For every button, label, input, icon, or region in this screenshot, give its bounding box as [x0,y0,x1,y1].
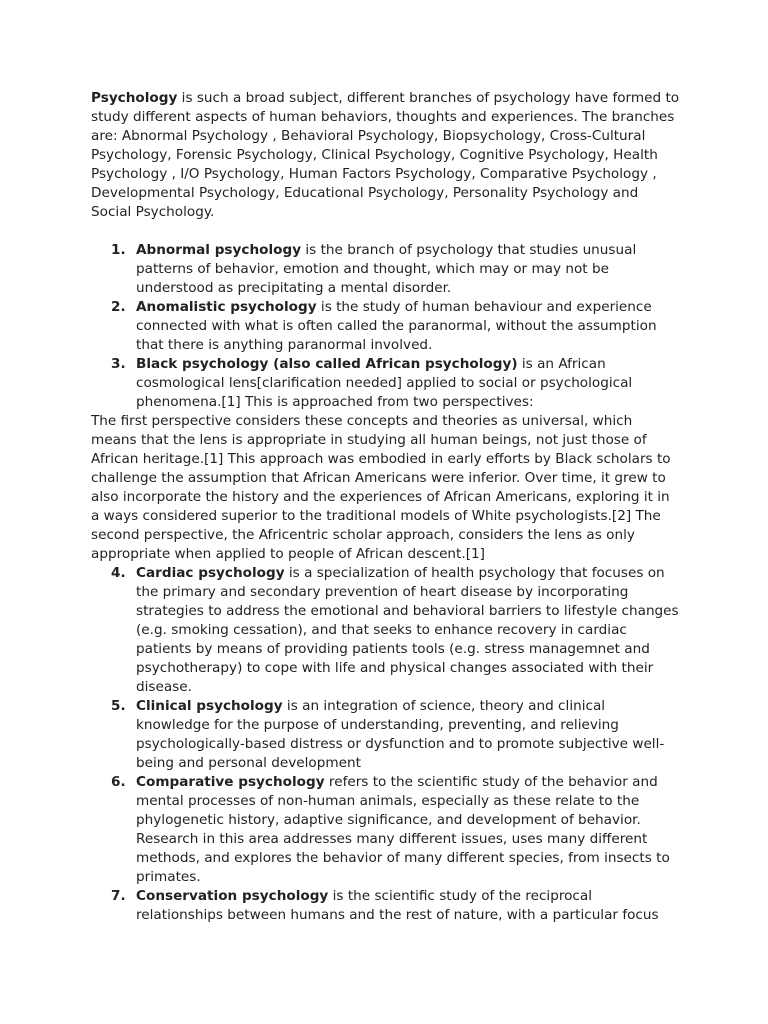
branch-list-first [91,241,681,412]
perspectives-paragraph: The first perspective considers these concepts and theories as universal, which means that the lens is appropriate in studying all human beings, not just those of African heritage.[1] This approach was embodied in early efforts by Black scholars to challenge the assumption that African Americans were inferior. Over time, it grew to also incorporate the history and the experiences of African Americans, exploring it in a ways considered superior to the traditional models of White psychologists.[2] The second perspective, the Africentric scholar approach, considers the lens as only appropriate when applied to people of African descent.[1] [91,413,671,562]
item-term: Black psychology (also called African psychology) [136,356,518,372]
branch-list-second [91,564,681,925]
list-item [91,697,681,773]
intro-text: is such a broad subject, different branches of psychology have formed to study different aspects of human behaviors, thoughts and experiences. The branches are: Abnormal Psychology , Behavioral Psychology, Biopsychology, Cross-Cultural Psychology, Forensic Psychology, Clinical Psychology, Cognitive Psychology, Health Psychology , I/O Psychology, Human Factors Psychology, Comparative Psychology , Developmental Psychology, Educational Psychology, Personality Psychology and Social Psychology. [91,90,680,220]
item-term: Anomalistic psychology [136,299,317,315]
item-number: 6. [111,774,126,790]
item-term: Cardiac psychology [136,565,285,581]
document-page [91,89,681,925]
list-item [91,241,681,298]
item-text: is the scientific study of the reciprocal relationships between humans and the rest of nature, with a particular focus [136,888,659,923]
list-item [91,773,681,887]
list-item [91,564,681,697]
item-number: 5. [111,698,126,714]
item-number: 4. [111,565,126,581]
item-text: is a specialization of health psychology that focuses on the primary and secondary prevention of heart disease by incorporating strategies to address the emotional and behavioral barriers to lifestyle changes (e.g. smoking cessation), and that seeks to enhance recovery in cardiac patients by means of providing patients tools (e.g. stress managemnet and psychotherapy) to cope with life and physical changes associated with their disease. [136,565,679,695]
item-term: Clinical psychology [136,698,283,714]
list-item [91,887,681,925]
list-item [91,298,681,355]
intro-paragraph [91,89,681,222]
item-term: Comparative psychology [136,774,325,790]
list-item [91,355,681,412]
item-text: is the branch of psychology that studies unusual patterns of behavior, emotion and thought, which may or may not be understood as precipitating a mental disorder. [136,242,637,296]
item-number: 3. [111,356,126,372]
item-text: is the study of human behaviour and experience connected with what is often called the paranormal, without the assumption that there is anything paranormal involved. [136,299,657,353]
item-number: 2. [111,299,126,315]
item-term: Conservation psychology [136,888,329,904]
item-text: is an African cosmological lens[clarification needed] applied to social or psychological phenomena.[1] This is approached from two perspectives: [136,356,633,410]
intro-lead-term: Psychology [91,90,178,106]
item-number: 7. [111,888,126,904]
item-term: Abnormal psychology [136,242,302,258]
item-text: refers to the scientific study of the behavior and mental processes of non-human animals, especially as these relate to the phylogenetic history, adaptive significance, and development of behavior. Research in this area addresses many different issues, uses many different methods, and explores the behavior of many different species, from insects to primates. [136,774,670,885]
item-number: 1. [111,242,126,258]
item-text: is an integration of science, theory and clinical knowledge for the purpose of understanding, preventing, and relieving psychologically-based distress or dysfunction and to promote subjective well-being and personal development [136,698,665,771]
